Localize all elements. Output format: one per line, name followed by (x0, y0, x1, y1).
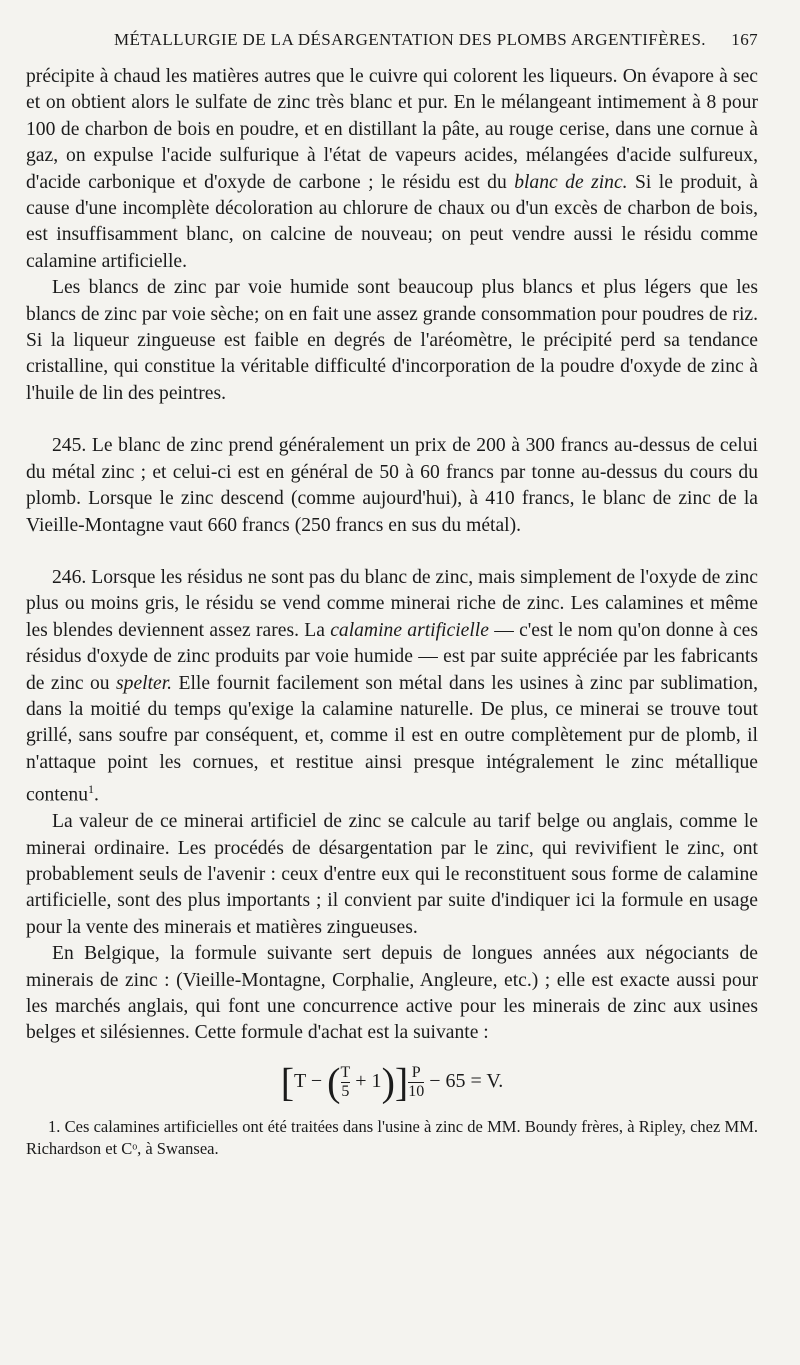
paragraph-valeur: La valeur de ce minerai artificiel de zinc se calcule au tarif belge ou anglais, comme le minerai ordinaire. Les procédés de désargentation par le zinc, qui revivifient le zinc, ont probablement seuls de l'avenir : ceux d'entre eux qui le reconstituent sous forme de calamine artificielle, sont des plus importants ; il convient par suite d'indiquer ici la formule en usage pour la vente des minerais et matières zingueuses. (26, 811, 758, 938)
running-title: MÉTALLURGIE DE LA DÉSARGENTATION DES PLOMBS ARGENTIFÈRES. (114, 30, 706, 49)
paragraph-belgique: En Belgique, la formule suivante sert depuis de longues années aux négociants de minerais de zinc : (Vieille-Montagne, Corphalie, Angleure, etc.) ; elle est exacte aussi pour les marchés anglais, qui font une concurrence active pour les minerais de zinc aux usines belges et silésiennes. Cette formule d'achat est la suivante : (26, 943, 758, 1044)
footnote-label: 1. (48, 1117, 61, 1137)
footnote-marker: 1 (88, 782, 95, 797)
paragraph-246: 246. Lorsque les résidus ne sont pas du blanc de zinc, mais simplement de l'oxyde de zinc plus ou moins gris, le résidu se vend comme minerai riche de zinc. Les calamines et même les blendes deviennent assez rares. La calamine artificielle — c'est le nom qu'on donne à ces résidus d'oxyde de zinc produits par voie humide — est par suite appréciée par les fabricants de zinc ou spelter. Elle fournit facilement son métal dans les usines à zinc par sublimation, dans la moitié du temps qu'exige la calamine naturelle. De plus, ce minerai se trouve tout grillé, sans soufre par conséquent, et, comme il est en outre complètement pur de plomb, il n'attaque point les cornues, et restitue ainsi presque intégralement le zinc métallique contenu$^1$. (26, 566, 758, 806)
page-number: 167 (731, 30, 758, 49)
paragraph-245: 245. Le blanc de zinc prend généralement un prix de 200 à 300 francs au-dessus de celui du métal zinc ; et celui-ci est en général de 50 à 60 francs par tonne au-dessus du cours du plomb. Lorsque le zinc descend (comme aujourd'hui), à 410 francs, le blanc de zinc de la Vieille-Montagne vaut 660 francs (250 francs en sus du métal). (26, 435, 758, 536)
running-header (26, 30, 758, 50)
section-number-245: 245. (52, 435, 87, 457)
footnote: 1. Ces calamines artificielles ont été traitées dans l'usine à zinc de MM. Boundy frères, à Ripley, chez MM. Richardson et Cᵒ, à Swansea. (26, 1117, 758, 1159)
paragraph-1: précipite à chaud les matières autres que le cuivre qui colorent les liqueurs. On évapore à sec et on obtient alors le sulfate de zinc très blanc et pur. En le mélangeant intimement à 8 pour 100 de charbon de bois en poudre, et en distillant la pâte, au rouge cerise, dans une cornue à gaz, on expulse l'acide sulfurique à l'état de vapeurs acides, mélangées d'acide sulfureux, d'acide carbonique et d'oxyde de carbone ; le résidu est du blanc de zinc. Si le produit, à cause d'une incomplète décoloration au chlorure de chaux ou d'un excès de charbon de bois, est insuffisamment blanc, on calcine de nouveau; on peut vendre aussi le résidu comme calamine artificielle. (26, 66, 758, 272)
paragraph-2: Les blancs de zinc par voie humide sont beaucoup plus blancs et plus légers que les blancs de zinc par voie sèche; on en fait une assez grande consommation pour poudres de riz. Si la liqueur zingueuse est faible en degrés de l'aréomètre, le précipité perd sa tendance cristalline, qui constitue la véritable difficulté d'incorporation de la poudre d'oxyde de zinc à l'huile de lin des peintres. (26, 277, 758, 404)
purchase-formula: [T − ( $\frac{T}{5}$ + 1)] $\frac{P}{10}$ − 65 = V. (280, 1059, 504, 1105)
section-number-246: 246. (52, 566, 87, 588)
fraction-t-over-5: $\frac{T}{5}$ (340, 1063, 351, 1100)
emphasis-calamine-artificielle: calamine artificielle (330, 619, 489, 641)
emphasis-blanc-de-zinc: blanc de zinc. (514, 171, 628, 193)
fraction-p-over-10: $\frac{P}{10}$ (408, 1063, 425, 1100)
emphasis-spelter: spelter. (116, 672, 173, 694)
